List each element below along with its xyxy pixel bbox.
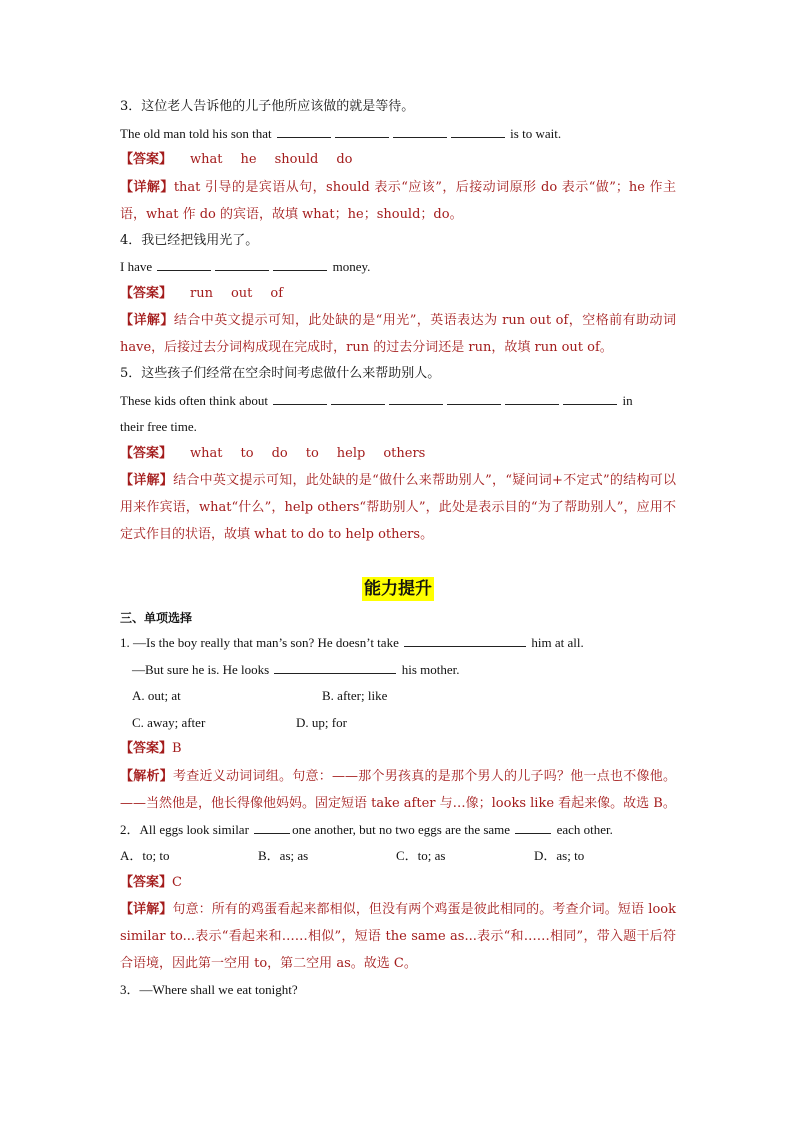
question-3-explanation — [120, 174, 676, 228]
mc-1-line-1 — [120, 630, 676, 657]
option-a[interactable]: A. out; at — [132, 688, 181, 703]
answer-word: others — [383, 445, 426, 461]
answer-word: of — [270, 285, 284, 301]
explain-label: 【详解】 — [120, 902, 173, 917]
answer-word: should — [274, 152, 319, 167]
question-5-prompt: 5．这些孩子们经常在空余时间考虑做什么来帮助别人。 — [120, 366, 441, 381]
answer-word: to — [240, 445, 254, 461]
answer-word: run — [190, 285, 213, 301]
option-b[interactable]: B．as; as — [258, 848, 309, 863]
mc-1-line-2 — [120, 657, 676, 684]
answer-label: 【答案】 — [120, 874, 173, 890]
explain-label: 【解析】 — [120, 768, 173, 784]
sentence-suffix: money. — [332, 259, 371, 274]
section-title-wrap — [120, 576, 676, 606]
answer-blank[interactable] — [404, 632, 526, 647]
question-text: him at all. — [531, 635, 584, 650]
question-5-answer — [120, 441, 676, 468]
answer-blank[interactable] — [563, 390, 617, 405]
explain-text: 句意：所有的鸡蛋看起来都相似，但没有两个鸡蛋是彼此相同的。考查介词。短语 look similar to...表示“看起来和……相似”，短语 the same as...表示“和……相同”，带入题干后符合语境，因此第一空用 to，第二空用 as。故选 C。 — [120, 902, 676, 971]
answer-blank[interactable] — [277, 123, 331, 138]
explain-text: that 引导的是宾语从句，should 表示“应该”，后接动词原形 do 表示“做”；he 作主语，what 作 do 的宾语，故填 what；he；should；do。 — [120, 179, 676, 222]
mc-2-answer — [120, 870, 676, 897]
mc-2-options — [120, 843, 676, 870]
explain-label: 【详解】 — [120, 473, 174, 488]
question-3-sentence — [120, 121, 676, 148]
mc-1-answer — [120, 736, 676, 763]
answer-blank[interactable] — [331, 390, 385, 405]
answer-word: what — [190, 445, 223, 461]
option-c[interactable]: C. away; after — [132, 714, 206, 730]
question-3-prompt: 3．这位老人告诉他的儿子他所应该做的就是等待。 — [120, 99, 415, 114]
answer-word: he — [240, 152, 257, 167]
question-text: his mother. — [401, 661, 460, 677]
explain-text: 结合中英文提示可知，此处缺的是“做什么来帮助别人”，“疑问词+不定式”的结构可以用来作宾语，what“什么”，help others“帮助别人”，此处是表示目的“为了帮助别人”，应用不定式作目的状语，故填 what to do to help others。 — [120, 473, 676, 542]
mc-1-options-row-2 — [120, 710, 676, 737]
answer-blank[interactable] — [254, 819, 290, 834]
explain-text: 结合中英文提示可知，此处缺的是“用光”，英语表达为 run out of，空格前有助动词 have，后接过去分词构成现在完成时，run 的过去分词还是 run，故填 run out of。 — [120, 313, 676, 355]
document-content — [120, 94, 676, 1004]
answer-blank[interactable] — [157, 256, 211, 271]
mc-1-explanation — [120, 763, 676, 817]
question-text: —But sure he is. He looks — [132, 661, 270, 677]
answer-blank[interactable] — [215, 256, 269, 271]
question-text: each other. — [556, 821, 613, 837]
mc-1-options-row-1 — [120, 683, 676, 710]
mc-3-line-1: 3．—Where shall we eat tonight? — [120, 982, 298, 997]
answer-label: 【答案】 — [120, 152, 173, 167]
answer-choice: C — [172, 874, 182, 890]
section-heading: 三、单项选择 — [120, 611, 193, 625]
answer-label: 【答案】 — [120, 285, 173, 301]
mc-2-line-1 — [120, 817, 676, 844]
question-text: 2．All eggs look similar — [120, 821, 249, 837]
explain-label: 【详解】 — [120, 179, 174, 195]
option-d[interactable]: D. up; for — [296, 714, 347, 730]
answer-blank[interactable] — [335, 123, 389, 138]
sentence-prefix: I have — [120, 259, 153, 274]
question-4-prompt: 4．我已经把钱用光了。 — [120, 232, 259, 248]
option-c[interactable]: C．to; as — [396, 848, 446, 863]
question-4-answer — [120, 281, 676, 308]
question-5-sentence-line2: their free time. — [120, 419, 197, 434]
sentence-prefix: These kids often think about — [120, 392, 269, 408]
answer-word: do — [271, 445, 288, 461]
answer-blank[interactable] — [274, 659, 396, 674]
question-5-sentence — [120, 388, 676, 415]
question-text: 1. —Is the boy really that man’s son? He doesn’t take — [120, 635, 399, 650]
answer-blank[interactable] — [505, 390, 559, 405]
answer-blank[interactable] — [389, 390, 443, 405]
answer-blank[interactable] — [447, 390, 501, 405]
mc-2-explanation — [120, 896, 676, 977]
sentence-suffix: in — [622, 392, 633, 408]
answer-label: 【答案】 — [120, 445, 173, 461]
answer-blank[interactable] — [515, 819, 551, 834]
answer-label: 【答案】 — [120, 741, 173, 756]
option-b[interactable]: B. after; like — [322, 688, 388, 703]
option-d[interactable]: D．as; to — [534, 848, 585, 863]
answer-blank[interactable] — [393, 123, 447, 138]
explain-text: 考查近义动词词组。句意：——那个男孩真的是那个男人的儿子吗？他一点也不像他。——当然他是，他长得像他妈妈。固定短语 take after 与…像；looks like 看起来像。故选 B。 — [120, 768, 676, 811]
answer-choice: B — [172, 741, 182, 756]
answer-word: help — [336, 445, 366, 461]
answer-blank[interactable] — [273, 390, 327, 405]
answer-blank[interactable] — [451, 123, 505, 138]
question-5-explanation — [120, 467, 676, 548]
answer-word: to — [305, 445, 319, 461]
question-3-answer — [120, 147, 676, 174]
answer-word: what — [190, 152, 223, 167]
sentence-prefix: The old man told his son that — [120, 125, 272, 141]
question-4-sentence — [120, 254, 676, 281]
explain-label: 【详解】 — [120, 313, 174, 328]
answer-blank[interactable] — [273, 256, 327, 271]
sentence-suffix: is to wait. — [510, 125, 562, 141]
question-4-explanation — [120, 307, 676, 361]
option-a[interactable]: A．to; to — [120, 848, 170, 863]
question-text: one another, but no two eggs are the same — [292, 821, 511, 837]
section-title: 能力提升 — [364, 579, 432, 599]
answer-word: do — [336, 152, 353, 167]
answer-word: out — [230, 285, 253, 301]
